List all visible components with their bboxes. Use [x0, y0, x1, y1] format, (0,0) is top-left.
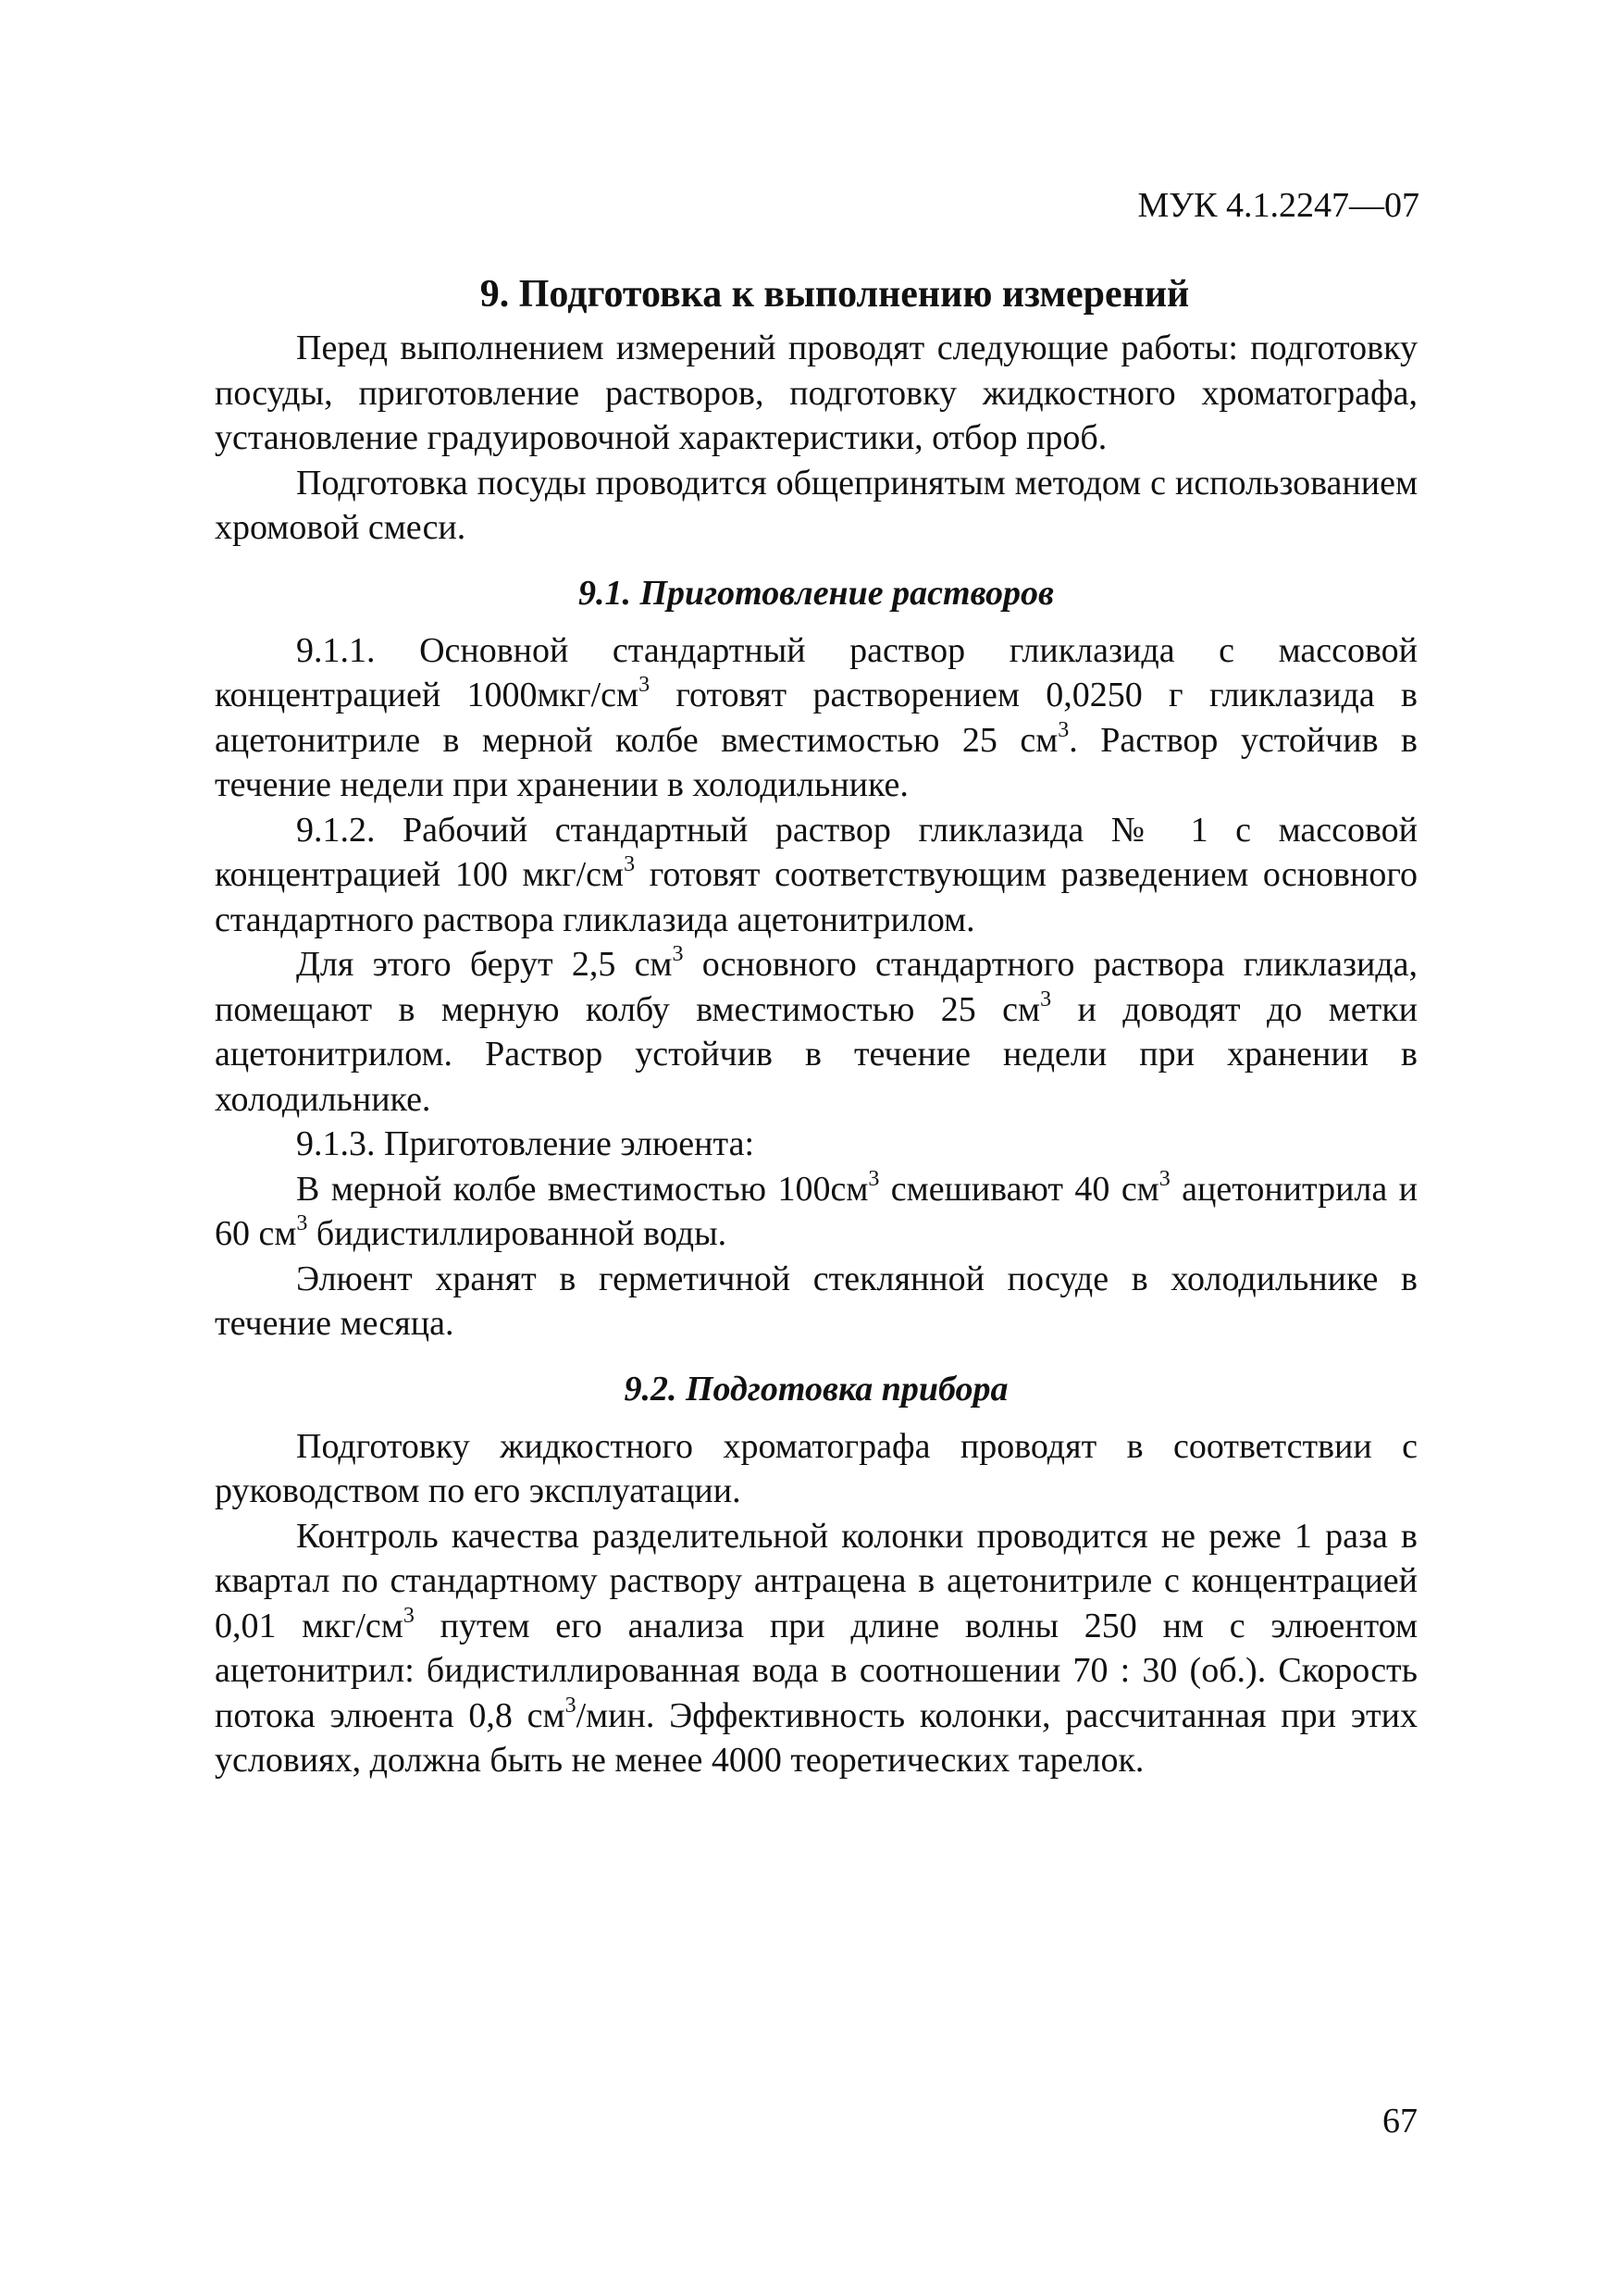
section-9-paragraph-2: Подготовка посуды проводится общепринятым методом с использованием хромовой смеси.: [215, 463, 1418, 547]
text-segment: Контроль качества разделительной колонки проводится не реже 1 раза в квартал по стандартному раствору антрацена в ацетонитриле с концентрацией 0,01 мкг/см: [215, 1516, 1418, 1645]
paragraph-9-1-1: [215, 628, 1418, 808]
paragraph-9-1-2: [215, 808, 1418, 943]
section-9-paragraph-1: Перед выполнением измерений проводят следующие работы: подготовку посуды, приготовление растворов, подготовку жидкостного хроматографа, установление градуировочной характеристики, отбор проб.: [215, 329, 1418, 457]
text-segment: основного стандартного раствора гликлазида, помещают в мерную колбу вместимостью 25 см: [215, 945, 1418, 1029]
superscript: 3: [638, 673, 650, 697]
text-segment: смешивают 40 см: [879, 1169, 1159, 1209]
superscript: 3: [672, 942, 684, 966]
superscript: 3: [624, 852, 636, 876]
superscript: 3: [1158, 1166, 1171, 1191]
text-segment: готовят растворением 0,0250 г гликлазида в ацетонитриле в мерной колбе вместимостью 25 см: [215, 676, 1418, 760]
superscript: 3: [296, 1211, 308, 1235]
section-9-2-heading: 9.2. Подготовка прибора: [624, 1369, 1009, 1409]
text-segment: путем его анализа при длине волны 250 нм с элюентом ацетонитрил: бидистиллированная вода в соотношении 70 : 30 (об.). Скорость потока элюента 0,8 см: [215, 1606, 1418, 1735]
section-9-1-heading: 9.1. Приготовление растворов: [577, 573, 1055, 613]
section-9-2-paragraph-2: [215, 1514, 1418, 1783]
superscript: 3: [403, 1603, 415, 1628]
paragraph-dilution: [215, 942, 1418, 1122]
text-segment: 9.1.2. Рабочий стандартный раствор гликлазида № 1 с массовой концентрацией 100 мкг/см: [215, 810, 1418, 894]
superscript: 3: [868, 1166, 880, 1191]
paragraph-9-1-3: 9.1.3. Приготовление элюента:: [296, 1124, 755, 1163]
text-segment: Для этого берут 2,5 см: [296, 945, 673, 984]
text-segment: ацетонитрила и 60 см: [215, 1169, 1418, 1253]
document-code: МУК 4.1.2247—07: [1137, 186, 1419, 225]
superscript: 3: [564, 1693, 576, 1718]
text-segment: и доводят до метки ацетонитрилом. Раствор устойчив в течение недели при хранении в холодильнике.: [215, 989, 1419, 1119]
superscript: 3: [1058, 717, 1070, 742]
paragraph-eluent-storage: Элюент хранят в герметичной стеклянной посуде в холодильнике в течение месяца.: [215, 1259, 1418, 1343]
text-segment: В мерной колбе вместимостью 100см: [296, 1169, 869, 1209]
text-segment: . Раствор устойчив в течение недели при хранении в холодильнике.: [215, 720, 1418, 804]
section-9-heading: 9. Подготовка к выполнению измерений: [479, 273, 1190, 316]
text-segment: готовят соответствующим разведением основного стандартного раствора гликлазида ацетонитрилом.: [215, 855, 1418, 939]
page-content: [215, 270, 1418, 1783]
text-segment: 9.1.1. Основной стандартный раствор гликлазида с массовой концентрацией 1000мкг/см: [215, 630, 1418, 714]
text-segment: бидистиллированной воды.: [307, 1214, 727, 1253]
page-number: 67: [1382, 2102, 1418, 2141]
section-9-2-paragraph-1: Подготовку жидкостного хроматографа проводят в соответствии с руководством по его эксплуатации.: [215, 1426, 1418, 1510]
paragraph-eluent: [215, 1167, 1418, 1257]
text-segment: /мин. Эффективность колонки, рассчитанная при этих условиях, должна быть не менее 4000 теоретических тарелок.: [215, 1695, 1418, 1780]
superscript: 3: [1040, 987, 1052, 1011]
